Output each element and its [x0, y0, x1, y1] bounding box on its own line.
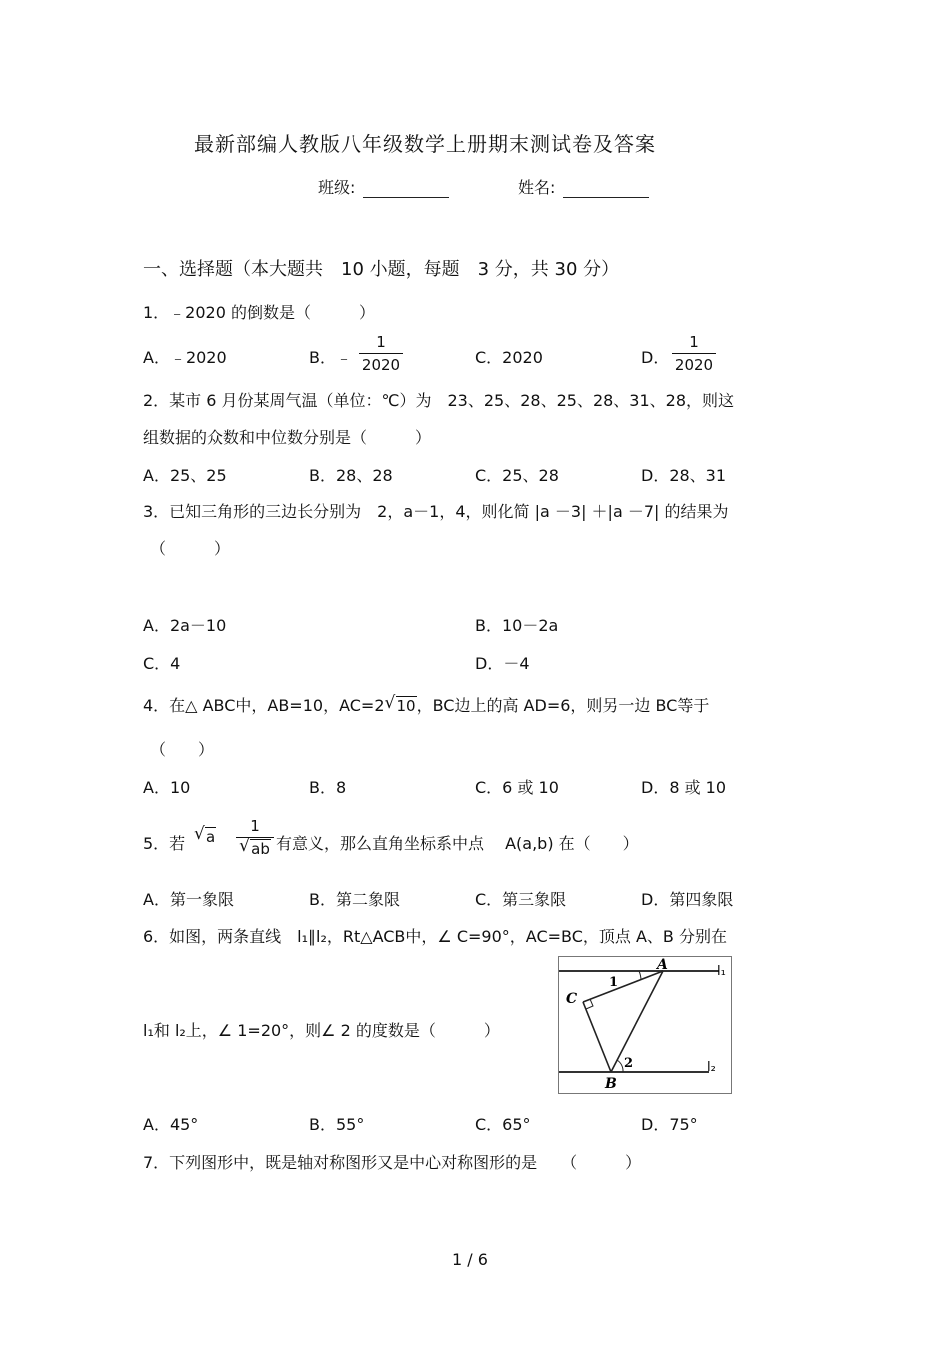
- q2-stem-line2: 组数据的众数和中位数分别是（ ）: [143, 428, 432, 447]
- name-label: 姓名:: [518, 178, 556, 197]
- sqrt-a: [194, 824, 216, 846]
- q3-option-c: C．4: [143, 654, 181, 673]
- sqrt-10: [384, 693, 417, 715]
- name-field: [518, 175, 649, 198]
- radicand: a: [206, 828, 216, 846]
- fraction-denominator: 2020: [361, 356, 401, 374]
- q2-option-d: D．28、31: [641, 466, 727, 485]
- class-field: [318, 175, 449, 198]
- q5-option-a: A．第一象限: [143, 890, 234, 909]
- q3-stem-line2: （ ）: [150, 539, 231, 558]
- q3-option-a: A．2a－10: [143, 616, 227, 635]
- line-l2-label: l₂: [707, 1060, 716, 1075]
- q6-stem-line1: 6．如图，两条直线 l₁∥l₂，Rt△ACB中，∠ C=90°，AC=BC，顶点 A、B 分别在: [143, 927, 727, 946]
- q7-stem: 7．下列图形中，既是轴对称图形又是中心对称图形的是 （ ）: [143, 1153, 642, 1172]
- q1-option-b-prefix: B．﹣: [309, 348, 352, 367]
- q6-option-c: C．65°: [475, 1115, 531, 1134]
- q5-option-c: C．第三象限: [475, 890, 567, 909]
- sqrt-sign-icon: √: [239, 836, 250, 856]
- fraction-numerator: 1: [689, 333, 699, 351]
- q5-option-b: B．第二象限: [309, 890, 400, 909]
- q1-option-c: C．2020: [475, 348, 543, 367]
- q6-option-d: D．75°: [641, 1115, 698, 1134]
- q5-stem-post: 有意义，那么直角坐标系中点 A(a,b) 在（ ）: [276, 834, 639, 853]
- fraction-bar: [359, 353, 403, 354]
- segment-ac: [583, 971, 663, 1002]
- q3-stem-line1: 3．已知三角形的三边长分别为 2，a－1，4，则化简 |a －3| ＋|a －7| 的结果为: [143, 502, 729, 521]
- fraction-denominator: [236, 836, 274, 858]
- q4-option-d: D．8 或 10: [641, 778, 727, 797]
- q6-option-b: B．55°: [309, 1115, 365, 1134]
- page-number: 1 / 6: [452, 1250, 488, 1269]
- angle1-label: 1: [609, 975, 619, 990]
- q2-option-a: A．25、25: [143, 466, 227, 485]
- q4-stem-pre: 4．在△ ABC中，AB=10，AC=2: [143, 696, 385, 715]
- q4-option-b: B．8: [309, 778, 347, 797]
- q2-option-b: B．28、28: [309, 466, 393, 485]
- line-l1-label: l₁: [717, 964, 726, 979]
- fraction-numerator: 1: [376, 333, 386, 351]
- q5-option-d: D．第四象限: [641, 890, 734, 909]
- vertex-a-label: A: [657, 957, 668, 973]
- q4-stem-line2: （ ）: [150, 740, 215, 759]
- fraction-numerator: 1: [250, 817, 260, 835]
- radicand: 10: [396, 697, 416, 715]
- angle2-label: 2: [624, 1056, 634, 1071]
- q1-stem: 1．﹣2020 的倒数是（ ）: [143, 303, 375, 322]
- q3-option-b: B．10－2a: [475, 616, 559, 635]
- vertex-b-label: B: [605, 1076, 617, 1092]
- class-blank: [363, 179, 449, 198]
- q4-option-c: C．6 或 10: [475, 778, 559, 797]
- radicand: ab: [251, 840, 270, 858]
- q1-option-d-prefix: D．: [641, 348, 670, 367]
- q5-stem-pre: 5．若: [143, 834, 186, 853]
- q4-stem-post: ，BC边上的高 AD=6，则另一边 BC等于: [416, 696, 710, 715]
- fraction-denominator: 2020: [674, 356, 714, 374]
- q4-option-a: A．10: [143, 778, 191, 797]
- segment-ab: [611, 971, 663, 1072]
- q1-option-a: A．﹣2020: [143, 348, 227, 367]
- q1-option-d-fraction: [672, 333, 716, 374]
- q6-option-a: A．45°: [143, 1115, 199, 1134]
- section-heading: 一、选择题（本大题共 10 小题，每题 3 分，共 30 分）: [143, 259, 620, 280]
- sqrt-sign-icon: √: [194, 824, 205, 844]
- angle2-arc: [617, 1060, 623, 1072]
- angle1-arc: [639, 971, 641, 980]
- parallel-lines-triangle-diagram: [559, 957, 731, 1093]
- segment-cb: [583, 1002, 611, 1072]
- class-label: 班级:: [318, 178, 356, 197]
- name-blank: [563, 179, 649, 198]
- q1-option-b-fraction: [359, 333, 403, 374]
- q6-stem-line2: l₁和 l₂上，∠ 1=20°，则∠ 2 的度数是（ ）: [143, 1021, 500, 1040]
- q2-stem-line1: 2．某市 6 月份某周气温（单位：℃）为 23、25、28、25、28、31、28，则这: [143, 391, 735, 410]
- q3-option-d: D．－4: [475, 654, 530, 673]
- sqrt-sign-icon: √: [384, 693, 396, 713]
- q5-fraction: [236, 817, 274, 858]
- document-title: 最新部编人教版八年级数学上册期末测试卷及答案: [194, 132, 656, 156]
- vertex-c-label: C: [566, 991, 578, 1007]
- fraction-bar: [672, 353, 716, 354]
- q6-figure: [558, 956, 732, 1094]
- q4-stem-line1: [143, 693, 709, 716]
- q2-option-c: C．25、28: [475, 466, 559, 485]
